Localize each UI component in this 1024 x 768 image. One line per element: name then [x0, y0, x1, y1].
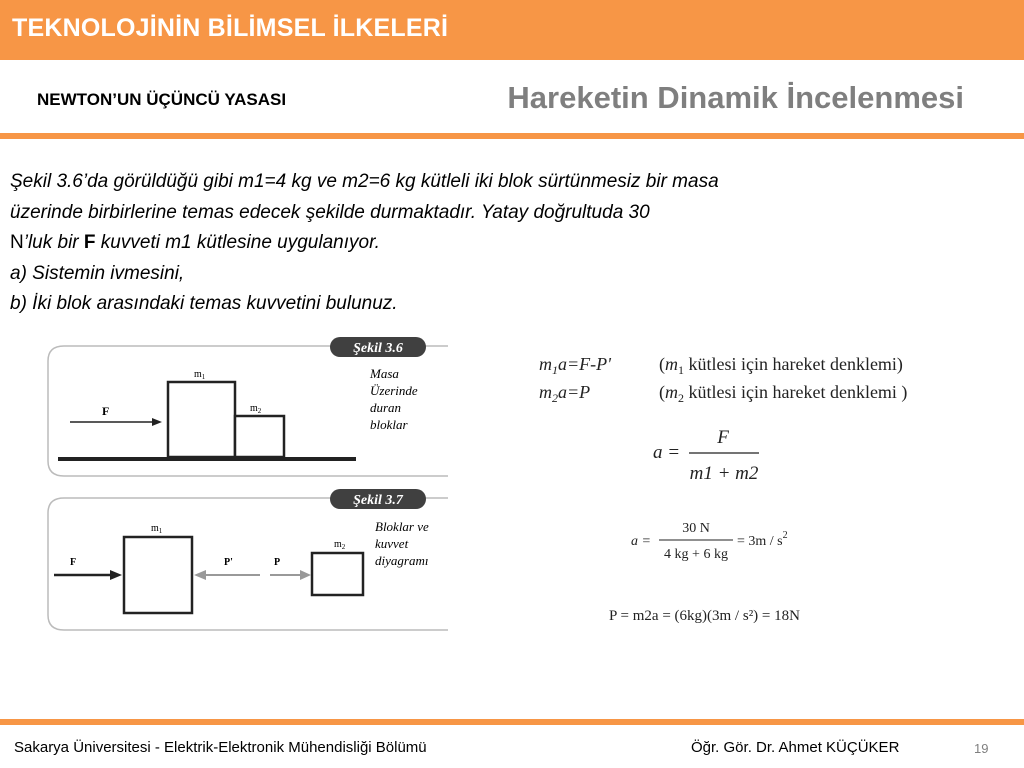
diagram-label-m1: $m_1$ [151, 523, 163, 535]
equation-m1: $m_1a=F-P'$ [539, 354, 611, 377]
force-symbol: F [83, 232, 96, 253]
problem-line-3 [10, 228, 910, 259]
label-m2: $m_2$ [250, 403, 262, 415]
header-divider [0, 133, 1024, 139]
course-title: TEKNOLOJİNİN BİLİMSEL İLKELERİ [12, 14, 449, 42]
diagram-force-f-head [110, 570, 122, 580]
equation-m1-note: ($m_1$ kütlesi için hareket denklemi) [659, 354, 903, 377]
fraction-numerator: F [717, 427, 729, 448]
final-equation: P = m2a = (6kg)(3m / s²) = 18N [609, 608, 800, 624]
diagram-force-p-head [300, 570, 311, 580]
footer-institution: Sakarya Üniversitesi - Elektrik-Elektronik Mühendisliği Bölümü [14, 739, 427, 756]
force-arrow-head [152, 418, 162, 426]
diagram-block-m2 [312, 553, 363, 595]
unit-n: N [10, 232, 24, 253]
calc-numerator: 30 N [682, 521, 710, 536]
slide-title: Hareketin Dinamik İncelenmesi [507, 80, 964, 115]
header-bar [0, 0, 1024, 60]
diagram-force-pprime-label: P' [224, 557, 233, 568]
diagram-force-pprime-head [194, 570, 206, 580]
problem-line-5: b) İki blok arasındaki temas kuvvetini bulunuz. [10, 293, 398, 314]
equation-m2: $m_2a=P$ [539, 382, 591, 405]
fig1-caption: Masa Üzerinde duran bloklar [370, 366, 418, 432]
diagram-force-p-label: P [274, 557, 281, 568]
fig2-caption: Bloklar ve kuvvet diyagramı [375, 519, 429, 568]
fraction-lhs: a = [653, 442, 681, 463]
equations-panel [535, 345, 1015, 635]
problem-line-3b: kuvveti m1 kütlesine uygulanıyor. [95, 232, 380, 253]
page-number: 19 [974, 741, 989, 756]
fig2-badge-text: Şekil 3.7 [353, 493, 403, 508]
problem-line-1: Şekil 3.6’da görüldüğü gibi m1=4 kg ve m2=6 kg kütleli iki blok sürtünmesiz bir masa [10, 171, 719, 192]
equation-m2-note: ($m_2$ kütlesi için hareket denklemi ) [659, 382, 908, 405]
block-m2 [235, 416, 284, 457]
diagram-force-f-label: F [70, 557, 77, 568]
footer-divider [0, 719, 1024, 725]
problem-line-4: a) Sistemin ivmesini, [10, 262, 185, 284]
diagram-label-m2: $m_2$ [334, 539, 346, 551]
footer-author: Öğr. Gör. Dr. Ahmet KÜÇÜKER [691, 739, 900, 756]
calc-lhs: a = [631, 534, 651, 549]
block-figure [44, 333, 448, 633]
problem-text [10, 167, 910, 320]
calc-result: = $3m / s^2$ [737, 530, 788, 549]
fig1-badge-text: Şekil 3.6 [353, 341, 403, 356]
problem-line-2: üzerinde birbirlerine temas edecek şekilde durmaktadır. Yatay doğrultuda 30 [10, 201, 650, 223]
fraction-denominator: m1 + m2 [689, 463, 759, 484]
calc-denominator: 4 kg + 6 kg [664, 547, 728, 562]
diagram-block-m1 [124, 537, 192, 613]
block-m1 [168, 382, 235, 457]
section-label: NEWTON’UN ÜÇÜNCÜ YASASI [37, 90, 287, 109]
problem-line-3a: ’luk bir [23, 232, 84, 253]
label-m1: $m_1$ [194, 369, 206, 381]
force-label: F [102, 404, 110, 418]
